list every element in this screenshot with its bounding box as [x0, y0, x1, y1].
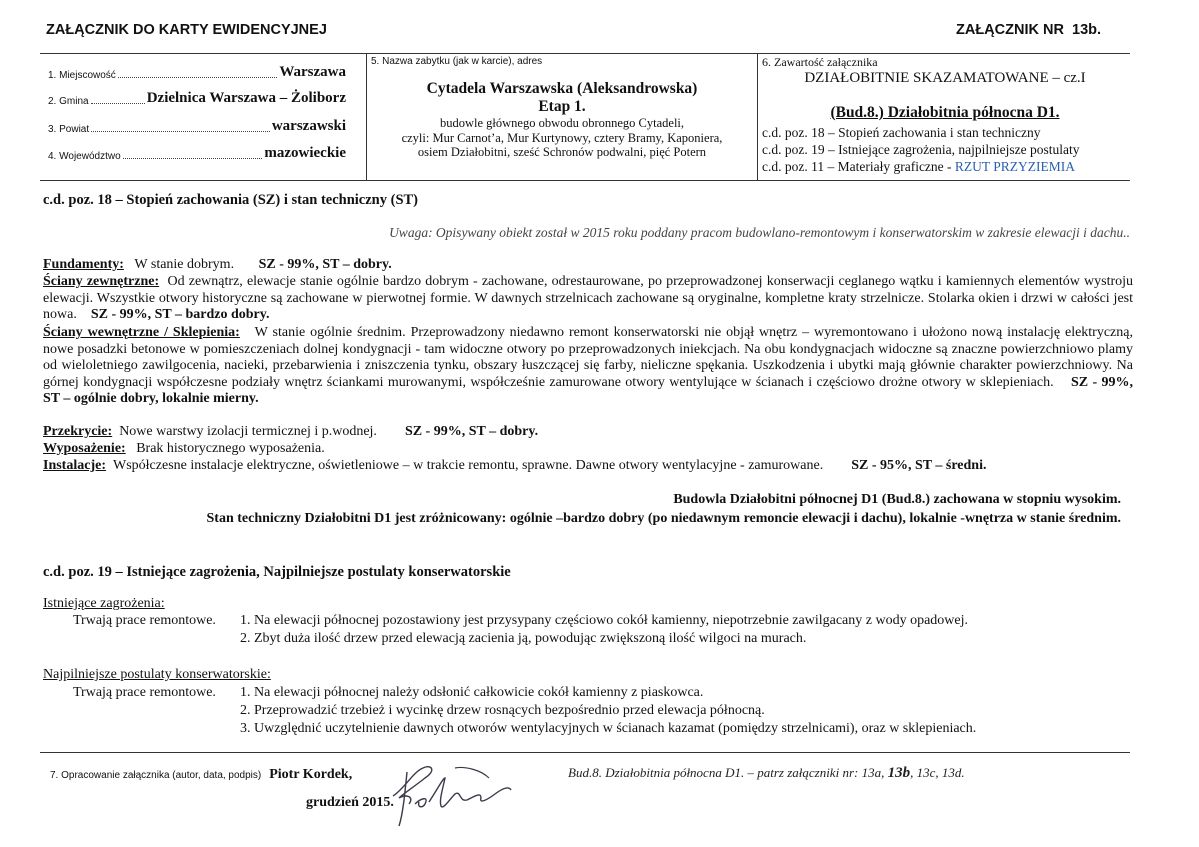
postulates-lead: Trwają prace remontowe. [73, 685, 216, 700]
summary-line-2: Stan techniczny Działobitni D1 jest zróżnicowany: ogólnie –bardzo dobry (po niedawnym remoncie elewacji i dachu), lokalnie -wnętrza w stanie średnim. [206, 511, 1121, 526]
footer-reference [568, 765, 965, 782]
postulate-item-2: 2. Przeprowadzić trzebież i wycinkę drzew rosnących bezpośrednio przed elewacja północną. [240, 703, 765, 718]
sciany-zewnetrzne-text: Od zewnątrz, elewacje stanie ogólnie bardzo dobrym - zachowane, odrestaurowane, po przeprowadzonej konserwacji ceglanego wątku i kamiennych elementów wystroju elewacji. Wszystkie otwory historyczne są zachowane w pierwotnej formie. W dawnych strzelnicach zachowane są oryginalne, kompletne kraty strzelnicze. Stolarka okien i drzwi w całości jest nowa. [43, 274, 1134, 322]
monument-stage: Etap 1. [538, 98, 586, 115]
footer-divider [40, 752, 1130, 753]
przekrycie-label: Przekrycie: [43, 424, 113, 439]
field-value: mazowieckie [264, 145, 346, 161]
sciany-zewnetrzne-label: Ściany zewnętrzne: [43, 274, 160, 289]
przekrycie-entry [43, 424, 538, 440]
field-wojewodztwo [48, 145, 346, 162]
section-19-heading: c.d. poz. 19 – Istniejące zagrożenia, Najpilniejsze postulaty konserwatorskie [43, 564, 511, 580]
sciany-wewnetrzne-label: Ściany wewnętrzne / Sklepienia: [43, 325, 240, 340]
dotted-leader [91, 131, 270, 132]
threat-item-1: 1. Na elewacji północnej pozostawiony jest przysypany częściowo cokół kamienny, niepotrzebnie zawilgacany z wody opadowej. [240, 613, 969, 628]
field-label: 1. Miejscowość [48, 70, 116, 81]
attachment-number-label: ZAŁĄCZNIK NR [956, 22, 1064, 38]
section-18-note: Uwaga: Opisywany obiekt został w 2015 roku poddany pracom budowlano-remontowym i konserwatorskim w zakresie elewacji i dachu.. [389, 225, 1130, 240]
przekrycie-text: Nowe warstwy izolacji termicznej i p.wodnej. [119, 424, 377, 439]
field-label: 2. Gmina [48, 96, 89, 107]
table-divider-2 [757, 53, 758, 180]
field-gmina [48, 90, 346, 107]
footer-date: grudzień 2015. [306, 795, 394, 810]
footer-author: Piotr Kordek, [269, 767, 353, 782]
field-label: 3. Powiat [48, 124, 90, 135]
dotted-leader [91, 103, 145, 104]
contents-list [762, 124, 1080, 175]
wyposazenie-label: Wyposażenie: [43, 441, 126, 456]
field-value: Warszawa [279, 64, 346, 80]
contents-item [762, 158, 1080, 175]
monument-desc-line: czyli: Mur Carnot’a, Mur Kurtynowy, cztery Bramy, Kaponiera, [401, 130, 723, 145]
instalacje-label: Instalacje: [43, 458, 106, 473]
attachment-number-value: 13b. [1072, 22, 1102, 38]
monument-name: Cytadela Warszawska (Aleksandrowska) [426, 80, 698, 97]
field-miejscowosc [48, 64, 346, 81]
przekrycie-rating: SZ - 99%, ST – dobry. [404, 424, 539, 439]
wyposazenie-entry [43, 441, 325, 457]
monument-block [367, 80, 757, 160]
footer-label: 7. Opracowanie załącznika (autor, data, podpis) [50, 770, 262, 781]
signature-image [385, 764, 520, 834]
sciany-wewnetrzne-entry [43, 325, 1133, 408]
footer-reference-current: 13b [887, 765, 911, 781]
contents-title: DZIAŁOBITNIE SKAZAMATOWANE – cz.I [804, 70, 1086, 86]
field-powiat [48, 118, 346, 135]
footer-reference-text: , 13c, 13d. [910, 765, 965, 780]
attachment-number [956, 22, 1101, 38]
dotted-leader [118, 77, 278, 78]
monument-desc-line: osiem Działobitni, sześć Schronów podwalni, pięć Potern [417, 145, 707, 159]
sciany-zewnetrzne-rating: SZ - 99%, ST – bardzo dobry. [90, 307, 270, 322]
threats-lead: Trwają prace remontowe. [73, 613, 216, 628]
fundamenty-rating: SZ - 99%, ST – dobry. [258, 257, 392, 272]
threats-label: Istniejące zagrożenia: [43, 596, 165, 611]
field-value: warszawski [271, 118, 346, 134]
monument-desc-line: budowle głównego obwodu obronnego Cytadeli, [439, 116, 685, 130]
instalacje-entry [43, 458, 986, 474]
summary-line-1: Budowla Działobitni północnej D1 (Bud.8.) zachowana w stopniu wysokim. [673, 492, 1121, 507]
table-top-border [40, 53, 1130, 54]
section-18-heading: c.d. poz. 18 – Stopień zachowania (SZ) i stan techniczny (ST) [43, 192, 419, 208]
fundamenty-label: Fundamenty: [43, 257, 124, 272]
instalacje-text: Współczesne instalacje elektryczne, oświetleniowe – w trakcie remontu, sprawne. Dawne otwory wentylacyjne - zamurowane. [113, 458, 824, 473]
sciany-wewnetrzne-rating: SZ - 99%, ST – ogólnie dobry, lokalnie mierny. [43, 374, 1133, 406]
wyposazenie-text: Brak historycznego wyposażenia. [136, 441, 325, 456]
field-value: Dzielnica Warszawa – Żoliborz [146, 90, 346, 106]
footer-author-line [50, 765, 352, 783]
postulate-item-1: 1. Na elewacji północnej należy odsłonić całkowicie cokół kamienny z piaskowca. [240, 685, 704, 700]
fundamenty-entry [43, 257, 392, 273]
contents-subtitle: (Bud.8.) Działobitnia północna D1. [830, 104, 1060, 121]
document-title: ZAŁĄCZNIK DO KARTY EWIDENCYJNEJ [46, 22, 327, 38]
contents-item: c.d. poz. 19 – Istniejące zagrożenia, najpilniejsze postulaty [762, 142, 1080, 157]
instalacje-rating: SZ - 95%, ST – średni. [851, 458, 987, 473]
dotted-leader [123, 158, 263, 159]
footer-reference-text: Bud.8. Działobitnia północna D1. – patrz załączniki nr: 13a, [568, 765, 888, 780]
rzut-przyziemia-link[interactable]: RZUT PRZYZIEMIA [954, 159, 1076, 174]
fundamenty-text: W stanie dobrym. [134, 257, 235, 272]
postulates-label: Najpilniejsze postulaty konserwatorskie: [43, 667, 271, 682]
contents-label: 6. Zawartość załącznika [762, 55, 878, 69]
threat-item-2: 2. Zbyt duża ilość drzew przed elewacją zacienia ją, powodując zwiększoną ilość wilgoci na murach. [240, 631, 807, 646]
table-bottom-border [40, 180, 1130, 181]
field-label: 4. Województwo [48, 151, 121, 162]
contents-item-text: c.d. poz. 11 – Materiały graficzne - [762, 159, 955, 174]
postulate-item-3: 3. Uwzględnić uczytelnienie dawnych otworów wentylacyjnych w ścianach kazamat (pomiędzy strzelnicami), oraz w sklepieniach. [240, 721, 977, 736]
monument-label: 5. Nazwa zabytku (jak w karcie), adres [371, 56, 543, 67]
sciany-wewnetrzne-text: W stanie ogólnie średnim. Przeprowadzony niedawno remont konserwatorski nie objął wnętrz – wyremontowano i ułożono nową instalację elektryczną, nowe posadzki betonowe w pomieszczeniach dolnej kondygnacji - tam widoczne otwory po przeprowadzonych iniekcjach. Na obu kondygnacjach widoczne są znaczne powierzchniowo plamy od wieloletniego zawilgocenia, nacieki, przebarwienia i zniszczenia tynku, obszary łuszczącej się farby, nieliczne spękania. Uszkodzenia i ubytki mają głównie charakter powierzchniowy. Na górnej kondygnacji współczesne podziały wnętrz ściankami murowanymi, współcześnie zamurowane otwory wentylujące w ścianach i częściowo drożne otwory w sklepieniach. [43, 325, 1133, 390]
sciany-zewnetrzne-entry [43, 274, 1133, 324]
contents-item: c.d. poz. 18 – Stopień zachowania i stan techniczny [762, 125, 1041, 140]
